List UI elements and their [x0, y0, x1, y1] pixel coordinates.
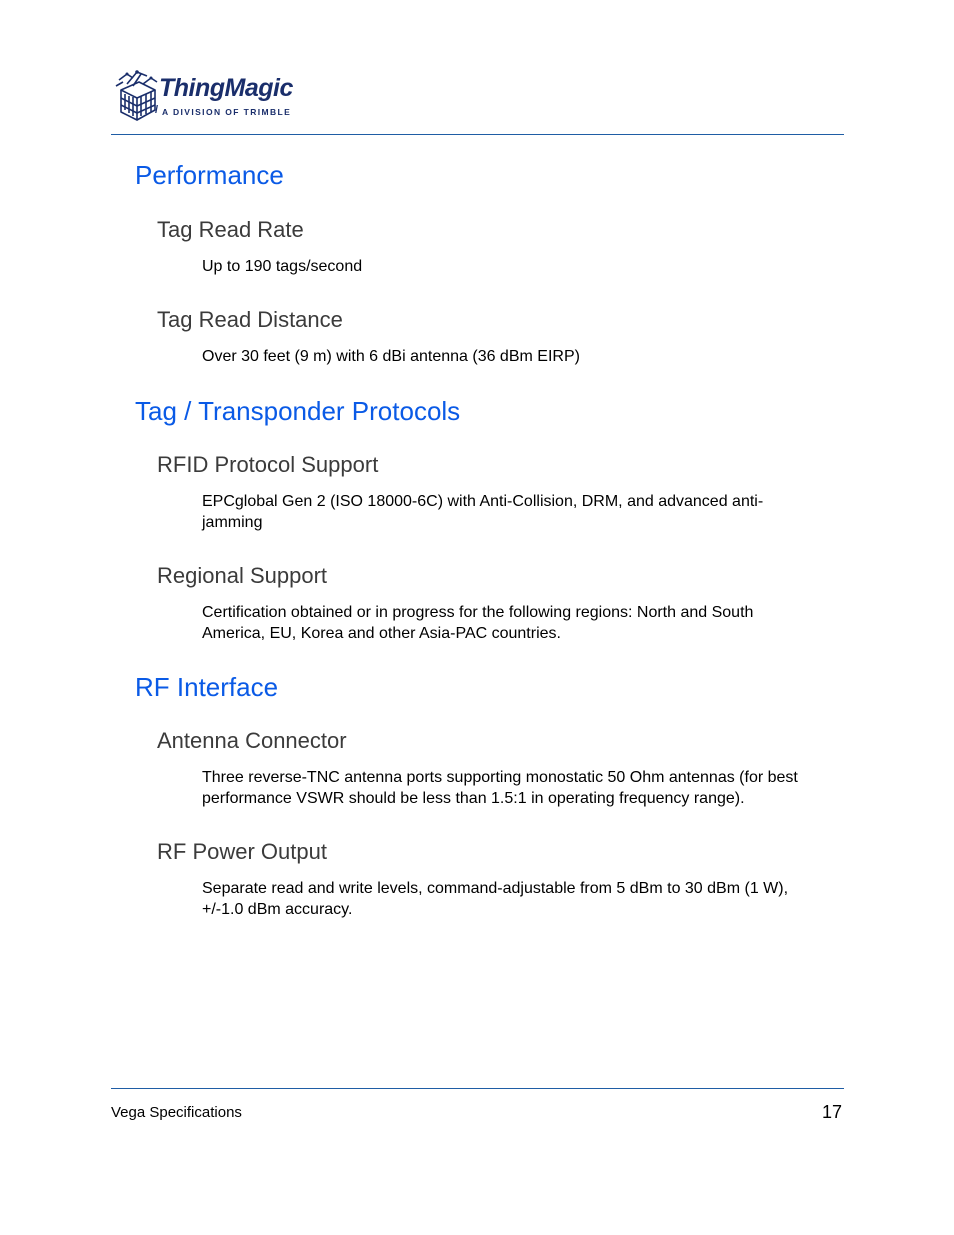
antenna-connector-text [202, 768, 842, 809]
body-line: Three reverse-TNC antenna ports supporting monostatic 50 Ohm antennas (for best [202, 769, 798, 786]
footer-document-title: Vega Specifications [111, 1104, 242, 1121]
section-heading-rf-interface: RF Interface [135, 672, 279, 702]
footer-divider [111, 1088, 844, 1089]
tag-read-rate-text: Up to 190 tags/second [202, 258, 363, 275]
body-line: jamming [202, 513, 263, 531]
body-line: +/-1.0 dBm accuracy. [202, 900, 353, 918]
body-line: America, EU, Korea and other Asia-PAC countries. [202, 624, 561, 642]
logo-slash-glyph: / [155, 104, 159, 116]
body-line: EPCglobal Gen 2 (ISO 18000-6C) with Anti-Collision, DRM, and advanced anti- [202, 493, 764, 510]
body-line: performance VSWR should be less than 1.5:1 in operating frequency range). [202, 789, 745, 807]
body-line: Separate read and write levels, command-adjustable from 5 dBm to 30 dBm (1 W), [202, 880, 789, 897]
logo-wordmark: ThingMagic [159, 74, 293, 102]
logo-tagline: A DIVISION OF TRIMBLE [162, 107, 292, 117]
page-number: 17 [821, 1102, 842, 1122]
rf-power-output-text [202, 879, 842, 920]
section-heading-tag-transponder-protocols: Tag / Transponder Protocols [135, 396, 461, 426]
tag-read-distance-text: Over 30 feet (9 m) with 6 dBi antenna (36 dBm EIRP) [202, 348, 580, 365]
subsection-heading-antenna-connector: Antenna Connector [157, 728, 347, 753]
body-line: Certification obtained or in progress for the following regions: North and South [202, 604, 754, 621]
subsection-heading-regional-support: Regional Support [157, 563, 328, 588]
section-heading-performance: Performance [135, 160, 284, 190]
subsection-heading-tag-read-rate: Tag Read Rate [157, 217, 304, 242]
rfid-protocol-support-text [202, 492, 842, 533]
header-divider [111, 134, 844, 135]
thingmagic-logo [113, 68, 313, 124]
subsection-heading-tag-read-distance: Tag Read Distance [157, 307, 343, 332]
thingmagic-cube-icon [113, 68, 159, 124]
subsection-heading-rfid-protocol-support: RFID Protocol Support [157, 452, 379, 477]
subsection-heading-rf-power-output: RF Power Output [157, 839, 327, 864]
regional-support-text [202, 603, 842, 644]
